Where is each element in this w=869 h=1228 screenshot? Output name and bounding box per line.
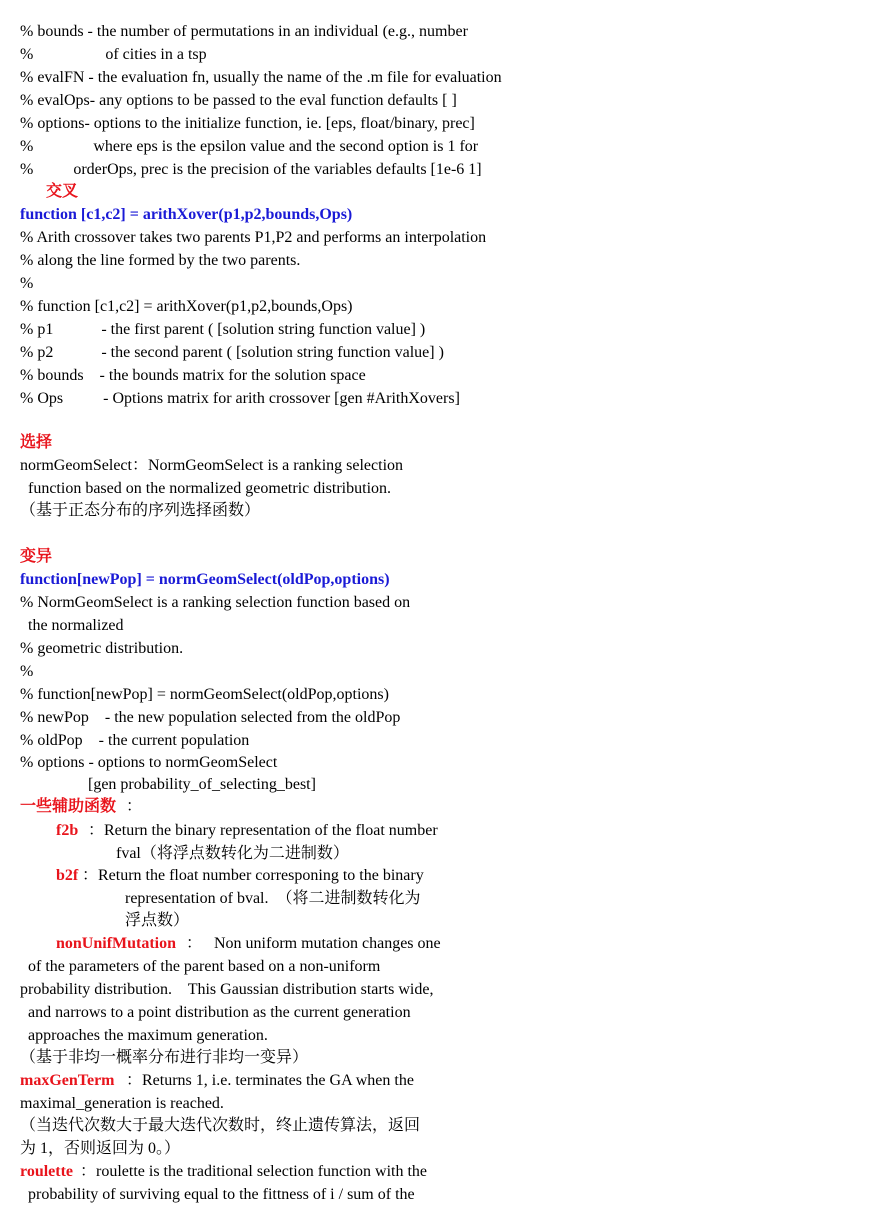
comment-line: [gen probability_of_selecting_best]	[20, 776, 316, 793]
text-line: fval（将浮点数转化为二进制数）	[116, 845, 349, 862]
text-line: ： Non uniform mutation changes one	[186, 935, 441, 952]
text-line: maximal_generation is reached.	[20, 1095, 224, 1112]
comment-line: % evalOps- any options to be passed to the eval function defaults [ ]	[20, 92, 457, 109]
comment-line: % p2 - the second parent ( [solution string function value] )	[20, 344, 444, 361]
function-name-f2b: f2b	[56, 822, 79, 839]
comment-line: % function[newPop] = normGeomSelect(oldPop,options)	[20, 686, 389, 703]
function-name-b2f: b2f	[56, 867, 79, 884]
comment-line: % newPop - the new population selected from the oldPop	[20, 709, 401, 726]
text-line: ：Returns 1, i.e. terminates the GA when the	[126, 1072, 414, 1089]
text-line: 浮点数）	[125, 912, 190, 929]
comment-line: % Ops - Options matrix for arith crossover [gen #ArithXovers]	[20, 390, 460, 407]
function-signature-normgeomselect: function[newPop] = normGeomSelect(oldPop,options)	[20, 571, 390, 588]
comment-line: % evalFN - the evaluation fn, usually the name of the .m file for evaluation	[20, 69, 502, 86]
function-name-nonunifmutation: nonUnifMutation	[56, 935, 177, 952]
function-name-roulette: roulette	[20, 1163, 74, 1180]
function-name-maxgenterm: maxGenTerm	[20, 1072, 115, 1089]
comment-line: % along the line formed by the two parents.	[20, 252, 301, 269]
heading-colon: ：	[126, 798, 143, 815]
text-line: （基于正态分布的序列选择函数）	[20, 502, 261, 519]
text-line: and narrows to a point distribution as the current generation	[20, 1004, 411, 1021]
text-line: （当迭代次数大于最大迭代次数时，终止遗传算法，返回	[20, 1117, 421, 1134]
comment-line: % geometric distribution.	[20, 640, 184, 657]
comment-line: % orderOps, prec is the precision of the variables defaults [1e-6 1]	[20, 161, 482, 178]
text-line: normGeomSelect：NormGeomSelect is a ranking selection	[20, 457, 404, 474]
comment-line: % where eps is the epsilon value and the second option is 1 for	[20, 138, 479, 155]
section-heading-helper-functions: 一些辅助函数	[20, 798, 117, 815]
comment-line: % oldPop - the current population	[20, 732, 250, 749]
text-line: representation of bval. （将二进制数转化为	[125, 890, 421, 907]
section-heading-crossover: 交叉	[46, 183, 79, 200]
text-line: function based on the normalized geometric distribution.	[20, 480, 392, 497]
comment-line: %	[20, 275, 34, 292]
function-signature-arithxover: function [c1,c2] = arithXover(p1,p2,bounds,Ops)	[20, 206, 353, 223]
text-line: probability of surviving equal to the fittness of i / sum of the	[20, 1186, 415, 1203]
text-line: ：Return the float number corresponing to the binary	[82, 867, 424, 884]
comment-line: % options - options to normGeomSelect	[20, 754, 278, 771]
comment-line: % function [c1,c2] = arithXover(p1,p2,bounds,Ops)	[20, 298, 353, 315]
section-heading-selection: 选择	[20, 434, 53, 451]
comment-line: % options- options to the initialize function, ie. [eps, float/binary, prec]	[20, 115, 475, 132]
text-line: approaches the maximum generation.	[20, 1027, 268, 1044]
comment-line: the normalized	[20, 617, 124, 634]
section-heading-mutation: 变异	[20, 548, 53, 565]
text-line: ：Return the binary representation of the float number	[80, 822, 438, 839]
text-line: of the parameters of the parent based on a non-uniform	[20, 958, 381, 975]
text-line: 为 1，否则返回为 0。）	[20, 1140, 181, 1157]
comment-line: % NormGeomSelect is a ranking selection function based on	[20, 594, 411, 611]
comment-line: % Arith crossover takes two parents P1,P2 and performs an interpolation	[20, 229, 487, 246]
comment-line: %	[20, 663, 34, 680]
comment-line: % p1 - the first parent ( [solution string function value] )	[20, 321, 426, 338]
text-line: ：roulette is the traditional selection function with the	[80, 1163, 428, 1180]
comment-line: % bounds - the bounds matrix for the solution space	[20, 367, 366, 384]
comment-line: % bounds - the number of permutations in an individual (e.g., number	[20, 23, 468, 40]
comment-line: % of cities in a tsp	[20, 46, 207, 63]
text-line: （基于非均一概率分布进行非均一变异）	[20, 1049, 309, 1066]
text-line: probability distribution. This Gaussian distribution starts wide,	[20, 981, 434, 998]
